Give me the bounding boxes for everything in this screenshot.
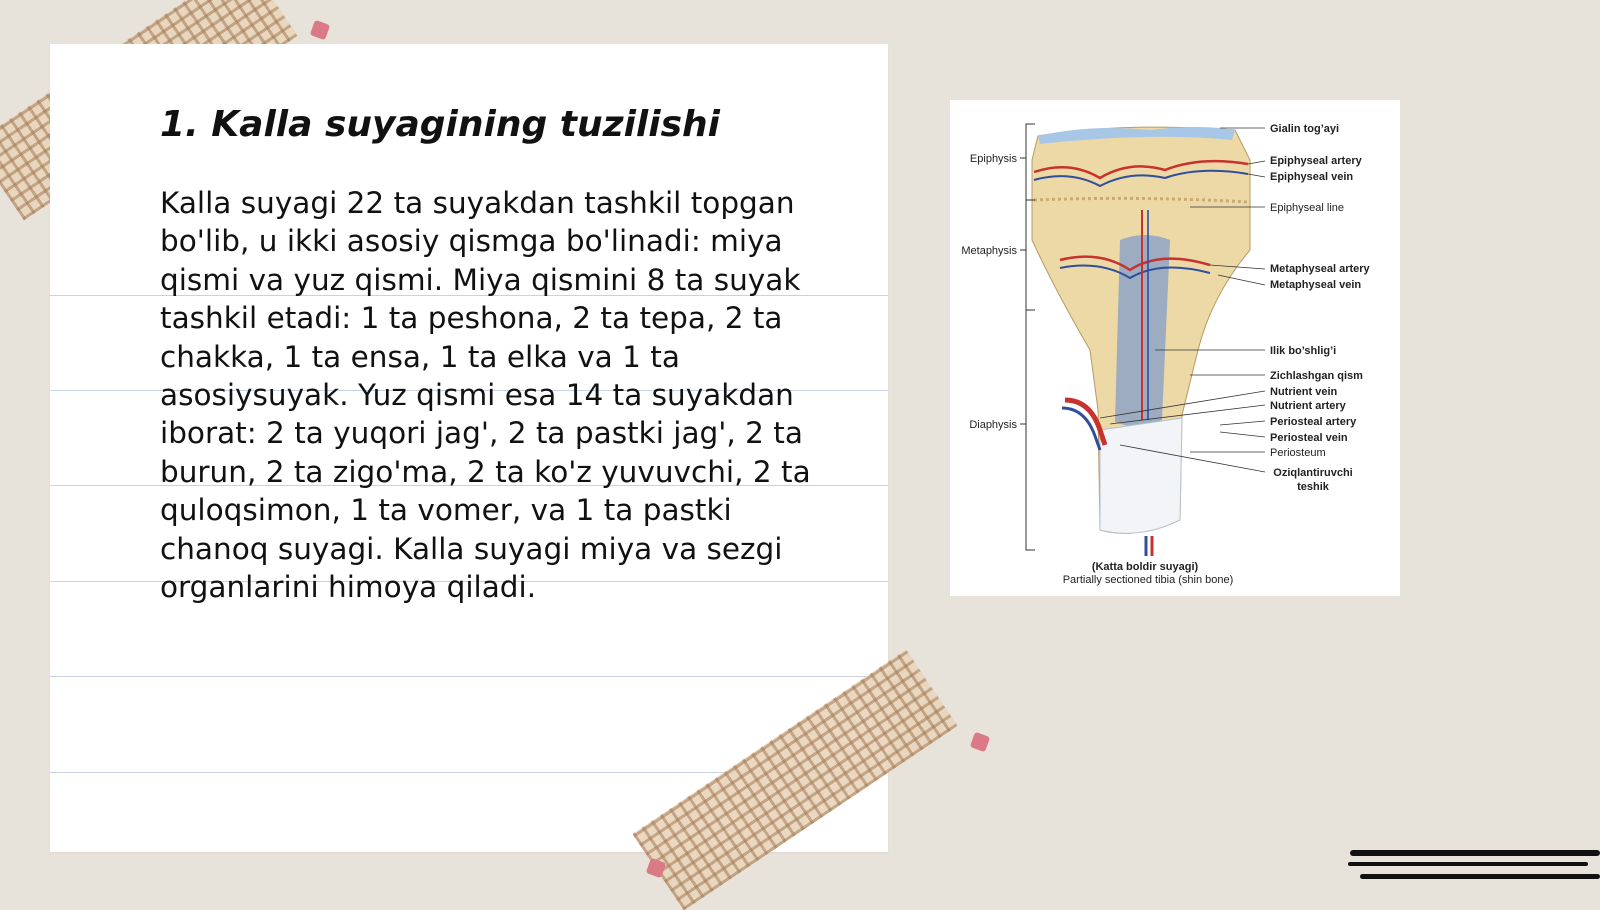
- brush-stroke: [1348, 862, 1588, 866]
- label-metaphyseal-artery: Metaphyseal artery: [1270, 263, 1370, 275]
- caption-katta-boldir: (Katta boldir suyagi): [1091, 561, 1199, 573]
- label-epiphyseal-vein: Epiphyseal vein: [1270, 171, 1354, 183]
- label-metaphysis: Metaphysis: [961, 245, 1017, 257]
- label-teshik: teshik: [1297, 481, 1329, 493]
- label-epiphyseal-artery: Epiphyseal artery: [1270, 155, 1362, 167]
- slide-title: 1. Kalla suyagining tuzilishi: [160, 104, 720, 145]
- label-oziqlantiruvchi: Oziqlantiruvchi: [1273, 467, 1353, 479]
- slide-body-text: Kalla suyagi 22 ta suyakdan tashkil topgan bo'lib, u ikki asosiy qismga bo'linadi: miya qismi va yuz qismi. Miya qismini 8 ta suyak tashkil etadi: 1 ta peshona, 2 ta tepa, 2 ta chakka, 1 ta ensa, 1 ta elka va 1 ta asosiysuyak. Yuz qismi esa 14 ta suyakdan iborat: 2 ta yuqori jag', 2 ta pastki jag', 2 ta burun, 2 ta zigo'ma, 2 ta ko'z yuvuvchi, 2 ta quloqsimon, 1 ta vomer, va 1 ta pastki chanoq suyagi. Kalla suyagi miya va sezgi organlarini himoya qiladi.: [160, 186, 811, 605]
- tape-tip-bottom-right: [970, 732, 991, 753]
- decorative-brush-strokes: [1350, 850, 1600, 890]
- label-periosteal-vein: Periosteal vein: [1270, 432, 1348, 444]
- brush-stroke: [1350, 850, 1600, 856]
- label-zichlashgan: Zichlashgan qism: [1270, 370, 1363, 382]
- bone-illustration: [1032, 127, 1250, 556]
- label-periosteum: Periosteum: [1270, 447, 1326, 459]
- caption-tibia: Partially sectioned tibia (shin bone): [1062, 574, 1234, 586]
- label-epiphysis: Epiphysis: [969, 153, 1017, 165]
- brush-stroke: [1360, 874, 1600, 879]
- label-gialin: Gialin tog’ayi: [1270, 123, 1340, 135]
- label-nutrient-artery: Nutrient artery: [1270, 400, 1346, 412]
- paper-rule-line: [50, 676, 888, 677]
- label-nutrient-vein: Nutrient vein: [1270, 386, 1338, 398]
- tibia-anatomy-diagram: [950, 100, 1400, 596]
- tape-tip-top-left: [310, 20, 331, 41]
- label-periosteal-artery: Periosteal artery: [1270, 416, 1357, 428]
- label-diaphysis: Diaphysis: [969, 419, 1017, 431]
- label-metaphyseal-vein: Metaphyseal vein: [1270, 279, 1362, 291]
- label-ilik: Ilik bo’shlig’i: [1270, 345, 1337, 357]
- label-epiphyseal-line: Epiphyseal line: [1270, 202, 1344, 214]
